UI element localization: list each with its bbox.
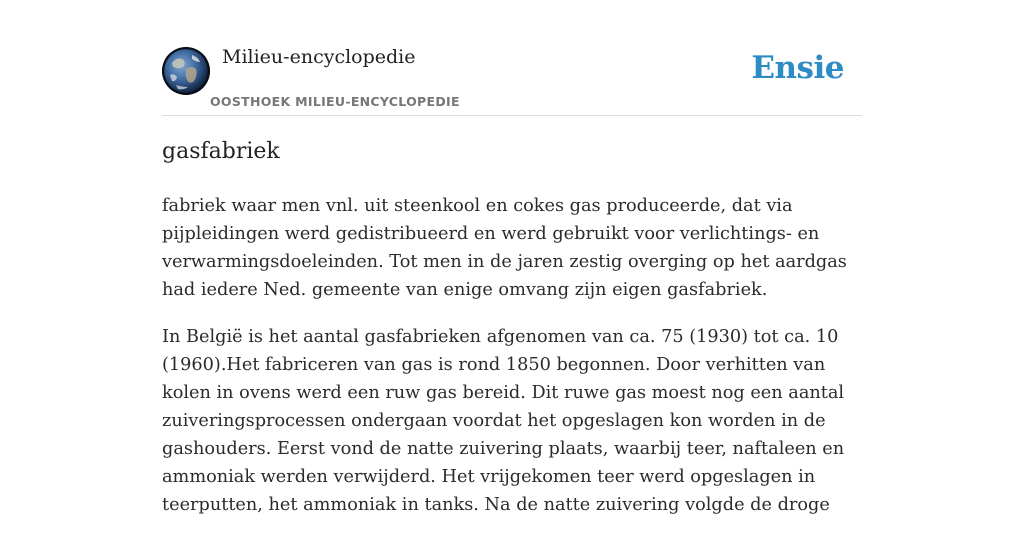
site-name[interactable]: Milieu-encyclopedie bbox=[222, 46, 416, 68]
article-paragraph: In België is het aantal gasfabrieken afgenomen van ca. 75 (1930) tot ca. 10 (1960).Het fabriceren van gas is rond 1850 begonnen. Door verhitten van kolen in ovens werd een ruw gas bereid. Dit ruwe gas moest nog een aantal zuiveringsprocessen ondergaan voordat het opgeslagen kon worden in de gashouders. Eerst vond de natte zuivering plaats, waarbij teer, naftaleen en ammoniak werden verwijderd. Het vrijgekomen teer werd opgeslagen in teerputten, het ammoniak in tanks. Na de natte zuivering volgde de droge bbox=[162, 327, 845, 515]
article-body bbox=[162, 192, 862, 538]
site-header bbox=[162, 0, 862, 116]
publisher-label: OOSTHOEK MILIEU-ENCYCLOPEDIE bbox=[210, 94, 460, 109]
earth-globe-icon[interactable] bbox=[162, 47, 210, 95]
article-title: gasfabriek bbox=[162, 139, 280, 164]
ensie-brand-link[interactable]: Ensie bbox=[751, 50, 844, 86]
article-paragraph: fabriek waar men vnl. uit steenkool en cokes gas produceerde, dat via pijpleidingen werd gedistribueerd en werd gebruikt voor verlichtings- en verwarmingsdoeleinden. Tot men in de jaren zestig overging op het aardgas had iedere Ned. gemeente van enige omvang zijn eigen gasfabriek. bbox=[162, 196, 847, 300]
